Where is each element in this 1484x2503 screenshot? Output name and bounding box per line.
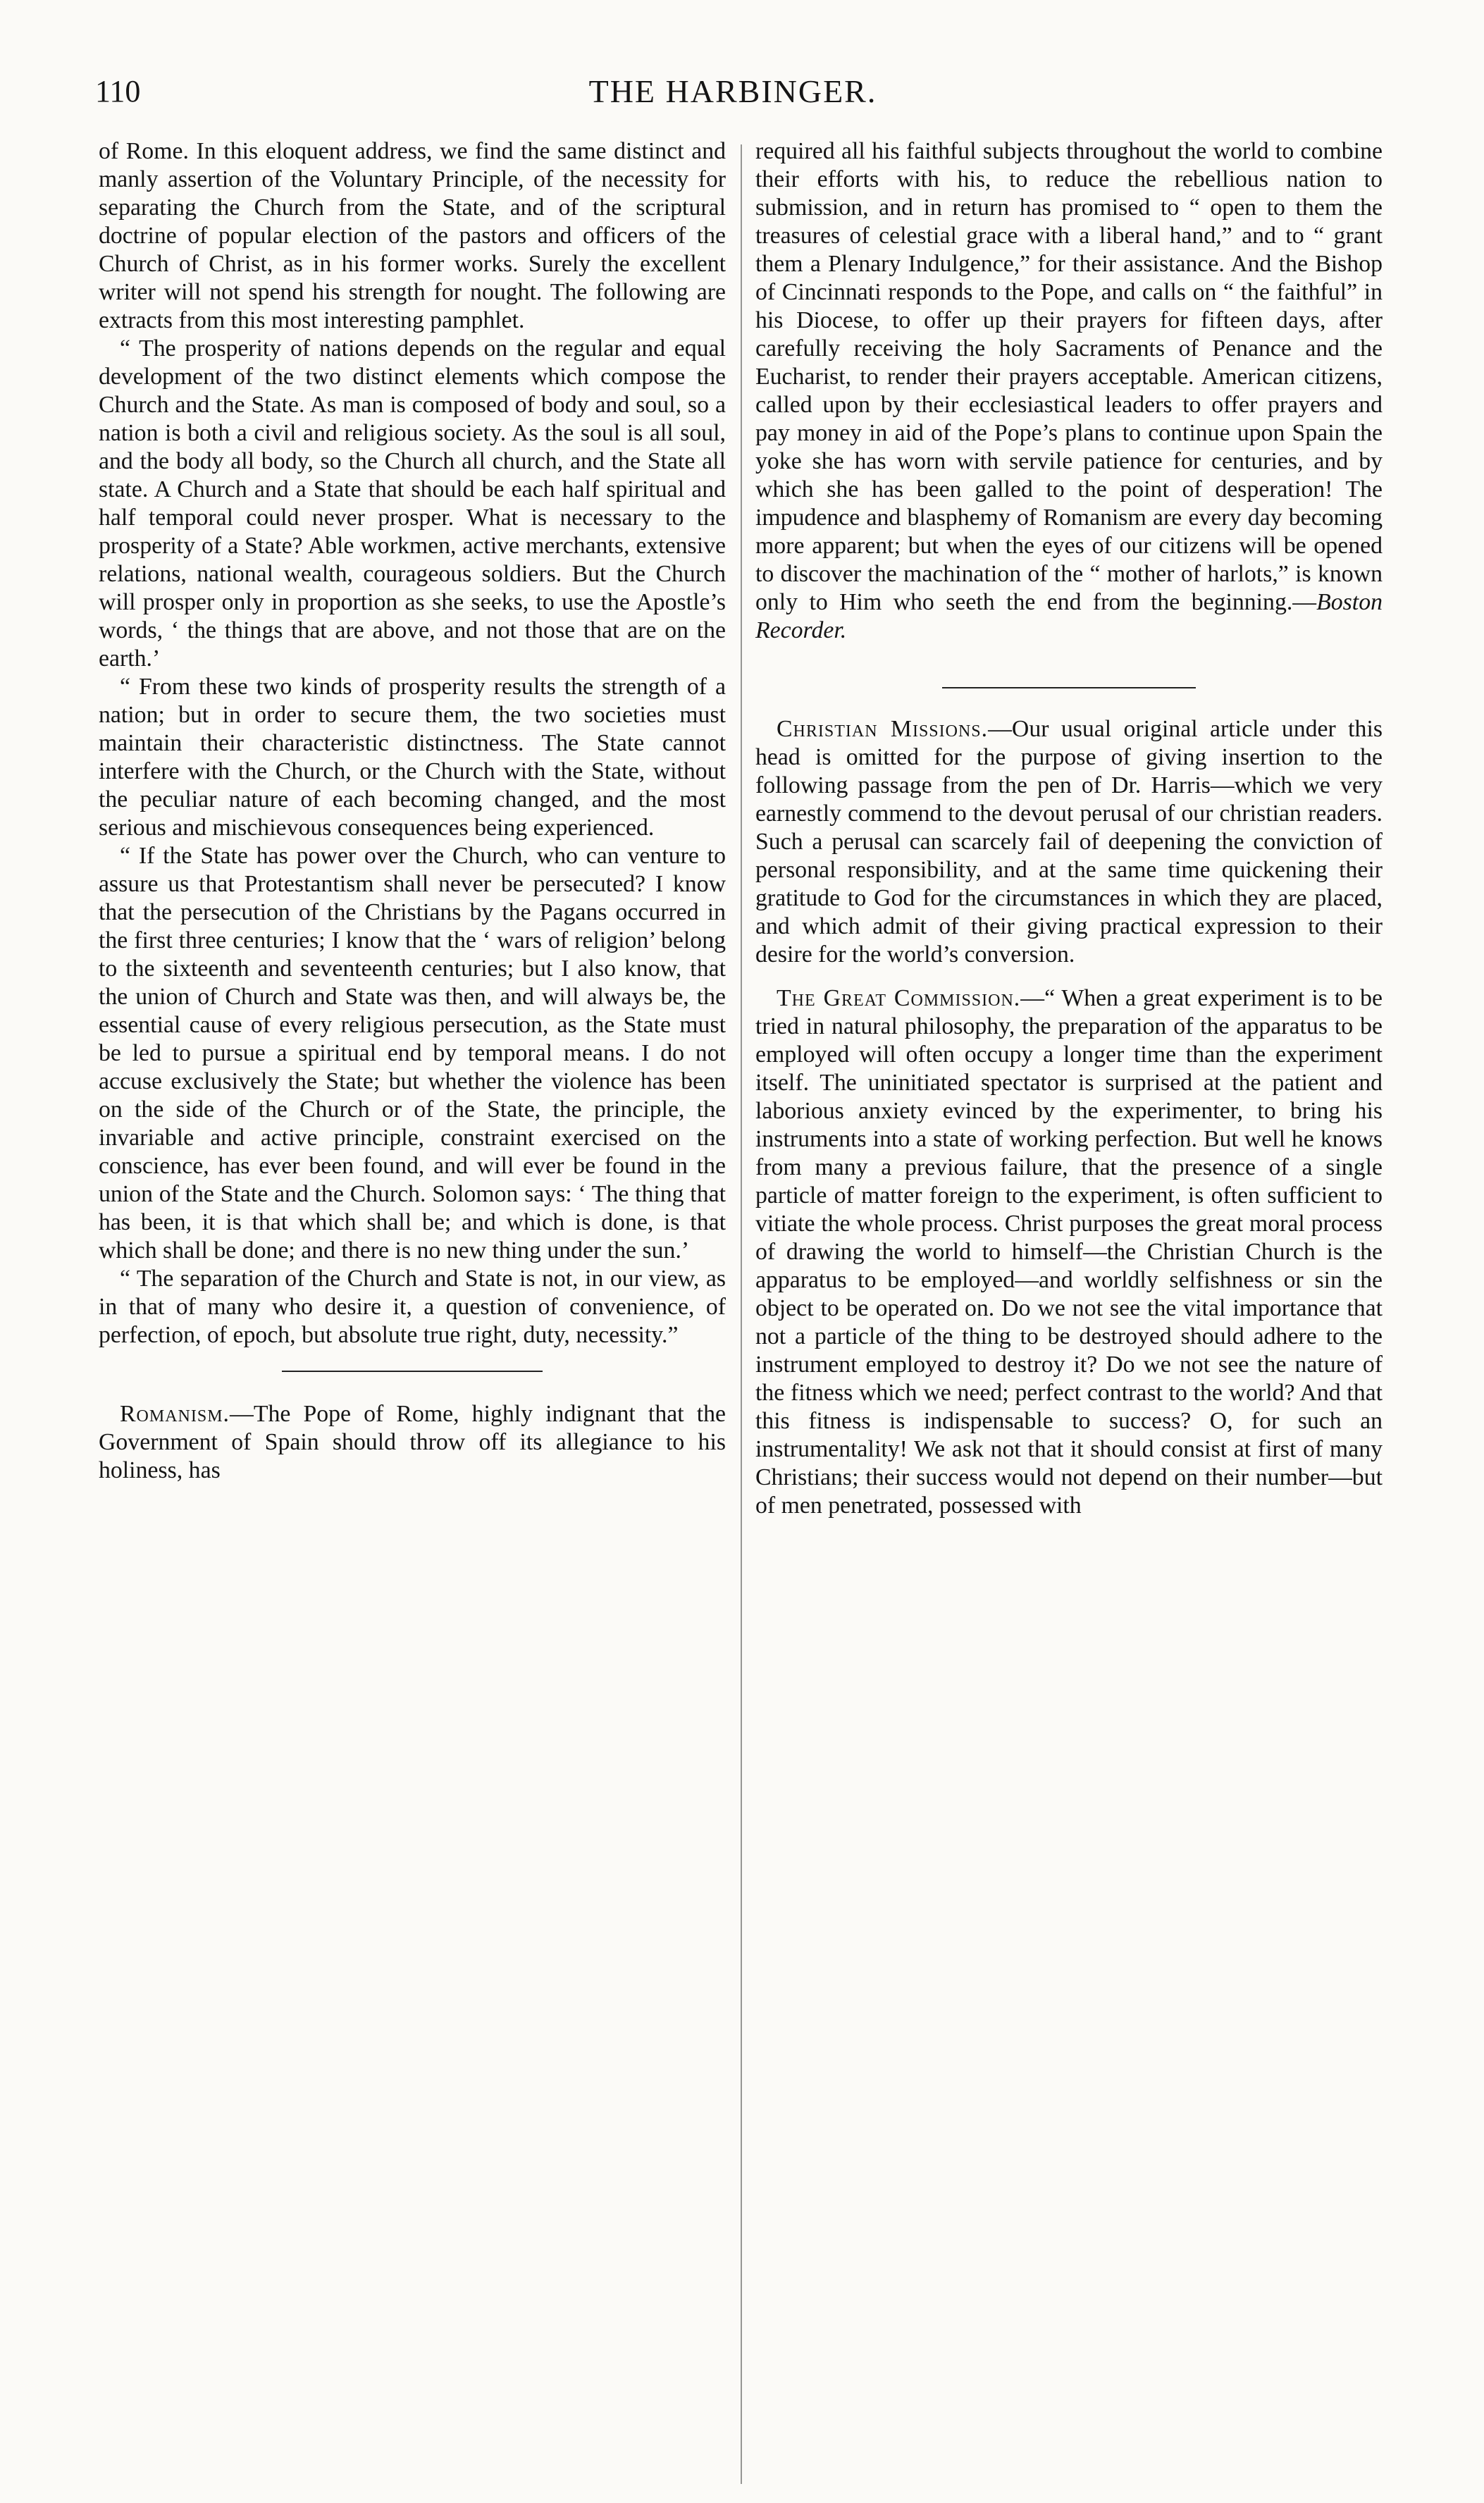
romanism-continuation-text: required all his faithful subjects throughout the world to combine their efforts with his, to reduce the rebellious nation to submission, and in return has promised to “ open to them the treasures of celestial grace with a liberal hand,” and to “ grant them a Plenary Indulgence,” for their assistance. And the Bishop of Cincinnati responds to the Pope, and calls on “ the faithful” in his Diocese, to offer up their prayers for fifteen days, after carefully receiving the holy Sacraments of Penance and the Eucharist, to render their prayers acceptable. American citizens, called upon by their ecclesiastical leaders to offer prayers and pay money in aid of the Pope’s plans to continue upon Spain the yoke she has worn with servile patience for centuries, and by which she has been galled to the point of desperation! The impudence and blasphemy of Romanism are every day becoming more apparent; but when the eyes of our citizens will be opened to discover the machination of the “ mother of harlots,” is known only to Him who seeth the end from the beginning.— xyxy=(755,138,1383,615)
missions-text: —Our usual original article under this head is omitted for the purpose of giving insertion to the following passage from the pen of Dr. Harris—which we very earnestly commend to the devout perusal of our christian readers. Such a perusal can scarcely fail of deepening the conviction of personal responsibility, and at the same time quickening their gratitude to God for the circumstances in which they are placed, and which admit of their giving practical expression to their desire for the world’s conversion. xyxy=(755,716,1383,968)
romanism-text: —The Pope of Rome, highly indignant that the Government of Spain should throw off its allegiance to his holiness, has xyxy=(99,1401,726,1483)
right-column xyxy=(755,137,1383,1520)
missions-heading: Christian Missions. xyxy=(777,716,989,742)
intro-paragraph: of Rome. In this eloquent address, we find the same distinct and manly assertion of the Voluntary Principle, of the necessity for separating the Church from the State, and of the scriptural doctrine of popular election of the pastors and officers of the Church of Christ, as in his former works. Surely the excellent writer will not spend his strength for nought. The following are extracts from this most interesting pamphlet. xyxy=(99,138,726,333)
romanism-continuation xyxy=(755,137,1383,645)
commission-article xyxy=(755,984,1383,1520)
column-divider xyxy=(741,144,742,2484)
romanism-source: Boston Recorder. xyxy=(755,589,1383,643)
section-separator xyxy=(282,1371,543,1372)
commission-heading: The Great Commission. xyxy=(777,985,1021,1011)
quote-paragraph-3: “ If the State has power over the Church, who can venture to assure us that Protestantism shall never be persecuted? I know that the persecution of the Christians by the Pagans occurred in the first three centuries; I know that the ‘ wars of religion’ belong to the sixteenth and seventeenth centuries; but I also know, that the union of Church and State was then, and will always be, the essential cause of every religious persecution, as the State must be led to pursue a spiritual end by temporal means. I do not accuse exclusively the State; but whether the violence has been on the side of the Church or of the State, the principle, the invariable and active principle, constraint exercised on the conscience, has ever been found, and will ever be found in the union of the State and the Church. Solomon says: ‘ The thing that has been, it is that which shall be; and which is done, is that which shall be done; and there is no new thing under the sun.’ xyxy=(99,843,726,1263)
quote-paragraph-4: “ The separation of the Church and State is not, in our view, as in that of many who desire it, a question of convenience, of perfection, of epoch, but absolute true right, duty, necessity.” xyxy=(99,1266,726,1348)
quote-paragraph-1: “ The prosperity of nations depends on the regular and equal development of the two distinct elements which compose the Church and the State. As man is composed of body and soul, so a nation is both a civil and religious society. As the soul is all soul, and the body all body, so the Church all church, and the State all state. A Church and a State that should be each half spiritual and half temporal could never prosper. What is necessary to the prosperity of a State? Able workmen, active merchants, extensive relations, national wealth, courageous soldiers. But the Church will prosper only in proportion as she seeks, to use the Apostle’s words, ‘ the things that are above, and not those that are on the earth.’ xyxy=(99,335,726,672)
commission-text: —“ When a great experiment is to be tried in natural philosophy, the preparation of the apparatus to be employed will often occupy a longer time than the experiment itself. The uninitiated spectator is surprised at the patient and laborious anxiety evinced by the experimenter, to bring his instruments into a state of working perfection. But well he knows from many a previous failure, that the presence of a single particle of matter foreign to the experiment, is often sufficient to vitiate the whole process. Christ purposes the great moral process of drawing the world to himself—the Christian Church is the apparatus to be employed—and worldly selfishness or sin the object to be operated on. Do we not see the vital importance that not a particle of the thing to be destroyed should adhere to the instrument employed to destroy it? Do we not see the nature of the fitness which we need; perfect contrast to the world? And that this fitness is indispensable to success? O, for such an instrumentality! We ask not that it should consist at first of many Christians; their success would not depend on their number—but of men penetrated, possessed with xyxy=(755,985,1383,1519)
page-header xyxy=(95,70,1371,127)
page-number: 110 xyxy=(95,74,141,109)
missions-article xyxy=(755,715,1383,969)
section-separator xyxy=(942,687,1196,688)
quote-paragraph-2: “ From these two kinds of prosperity results the strength of a nation; but in order to secure them, the two societies must maintain their characteristic distinctness. The State cannot interfere with the Church, or the Church with the State, without the peculiar nature of each becoming changed, and the most serious and mischievous consequences being experienced. xyxy=(99,674,726,841)
romanism-article xyxy=(99,1400,726,1485)
left-column xyxy=(99,137,726,1485)
running-title: THE HARBINGER. xyxy=(588,73,877,109)
romanism-heading: Romanism. xyxy=(120,1401,230,1427)
